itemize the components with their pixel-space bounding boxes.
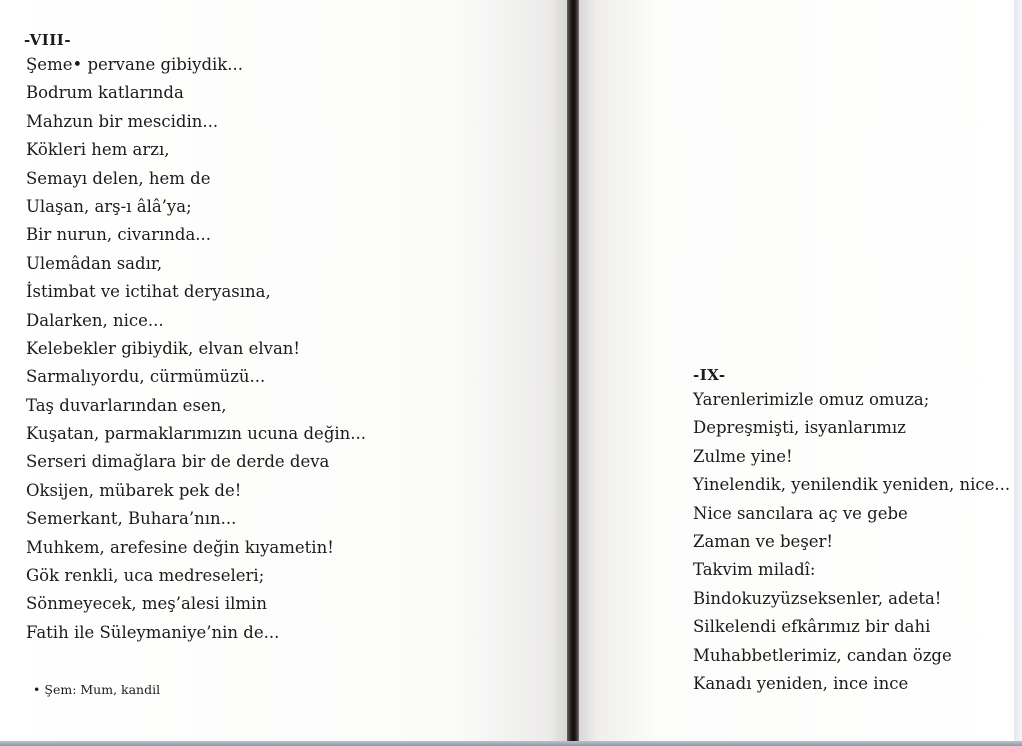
poem-line: Semayı delen, hem de bbox=[26, 168, 211, 188]
poem-line: İstimbat ve ictihat deryasına, bbox=[26, 282, 271, 302]
poem-line: Şeme• pervane gibiydik... bbox=[26, 55, 244, 74]
poem-line: Gök renkli, uca medreseleri; bbox=[26, 566, 265, 586]
section-title-viii: -VIII- bbox=[24, 31, 72, 49]
right-page bbox=[579, 0, 1014, 742]
poem-line: Oksijen, mübarek pek de! bbox=[26, 480, 242, 500]
poem-line: Ulemâdan sadır, bbox=[26, 253, 163, 273]
poem-line: Yinelendik, yenilendik yeniden, nice... bbox=[693, 475, 1011, 495]
poem-line: Muhabbetlerimiz, candan özge bbox=[693, 645, 952, 665]
poem-line: Bir nurun, civarında... bbox=[26, 225, 212, 245]
poem-line: Takvim miladî: bbox=[693, 560, 816, 580]
poem-line: Semerkant, Buhara’nın... bbox=[26, 509, 237, 529]
footnote-marker: • bbox=[33, 682, 41, 697]
footnote-text: Şem: Mum, kandil bbox=[44, 682, 161, 697]
poem-line: Serseri dimağlara bir de derde deva bbox=[26, 452, 330, 472]
poem-line: Taş duvarlarından esen, bbox=[26, 395, 227, 415]
poem-line: Kelebekler gibiydik, elvan elvan! bbox=[26, 338, 301, 358]
poem-line: Mahzun bir mescidin... bbox=[26, 111, 219, 131]
poem-line: Kuşatan, parmaklarımızın ucuna değin... bbox=[26, 424, 367, 444]
book-gutter bbox=[567, 0, 579, 742]
poem-line: Muhkem, arefesine değin kıyametin! bbox=[26, 537, 334, 557]
poem-line: Dalarken, nice... bbox=[26, 310, 164, 330]
poem-line: Ulaşan, arş-ı âlâ’ya; bbox=[26, 196, 192, 216]
poem-line: Zaman ve beşer! bbox=[693, 531, 834, 551]
poem-line: Fatih ile Süleymaniye’nin de... bbox=[26, 622, 280, 642]
poem-line: Kanadı yeniden, ince ince bbox=[693, 673, 909, 693]
poem-line: Sönmeyecek, meş’alesi ilmin bbox=[26, 594, 267, 614]
poem-line: Zulme yine! bbox=[693, 446, 793, 466]
poem-line: Bindokuzyüzseksenler, adeta! bbox=[693, 588, 942, 608]
poem-ix bbox=[693, 389, 1010, 701]
footnote bbox=[33, 682, 160, 697]
poem-line: Kökleri hem arzı, bbox=[26, 140, 170, 160]
poem-line: Bodrum katlarında bbox=[26, 83, 184, 103]
section-title-ix: -IX- bbox=[693, 366, 726, 384]
poem-line: Nice sancılara aç ve gebe bbox=[693, 503, 908, 523]
poem-line: Silkelendi efkârımız bir dahi bbox=[693, 617, 931, 637]
poem-line: Sarmalıyordu, cürmümüzü... bbox=[26, 367, 266, 387]
poem-line: Depreşmişti, isyanlarımız bbox=[693, 418, 906, 438]
poem-viii bbox=[26, 54, 366, 650]
poem-line: Yarenlerimizle omuz omuza; bbox=[693, 390, 930, 409]
scan-edge bbox=[1014, 0, 1022, 746]
scan-bottom-edge bbox=[0, 741, 1022, 746]
